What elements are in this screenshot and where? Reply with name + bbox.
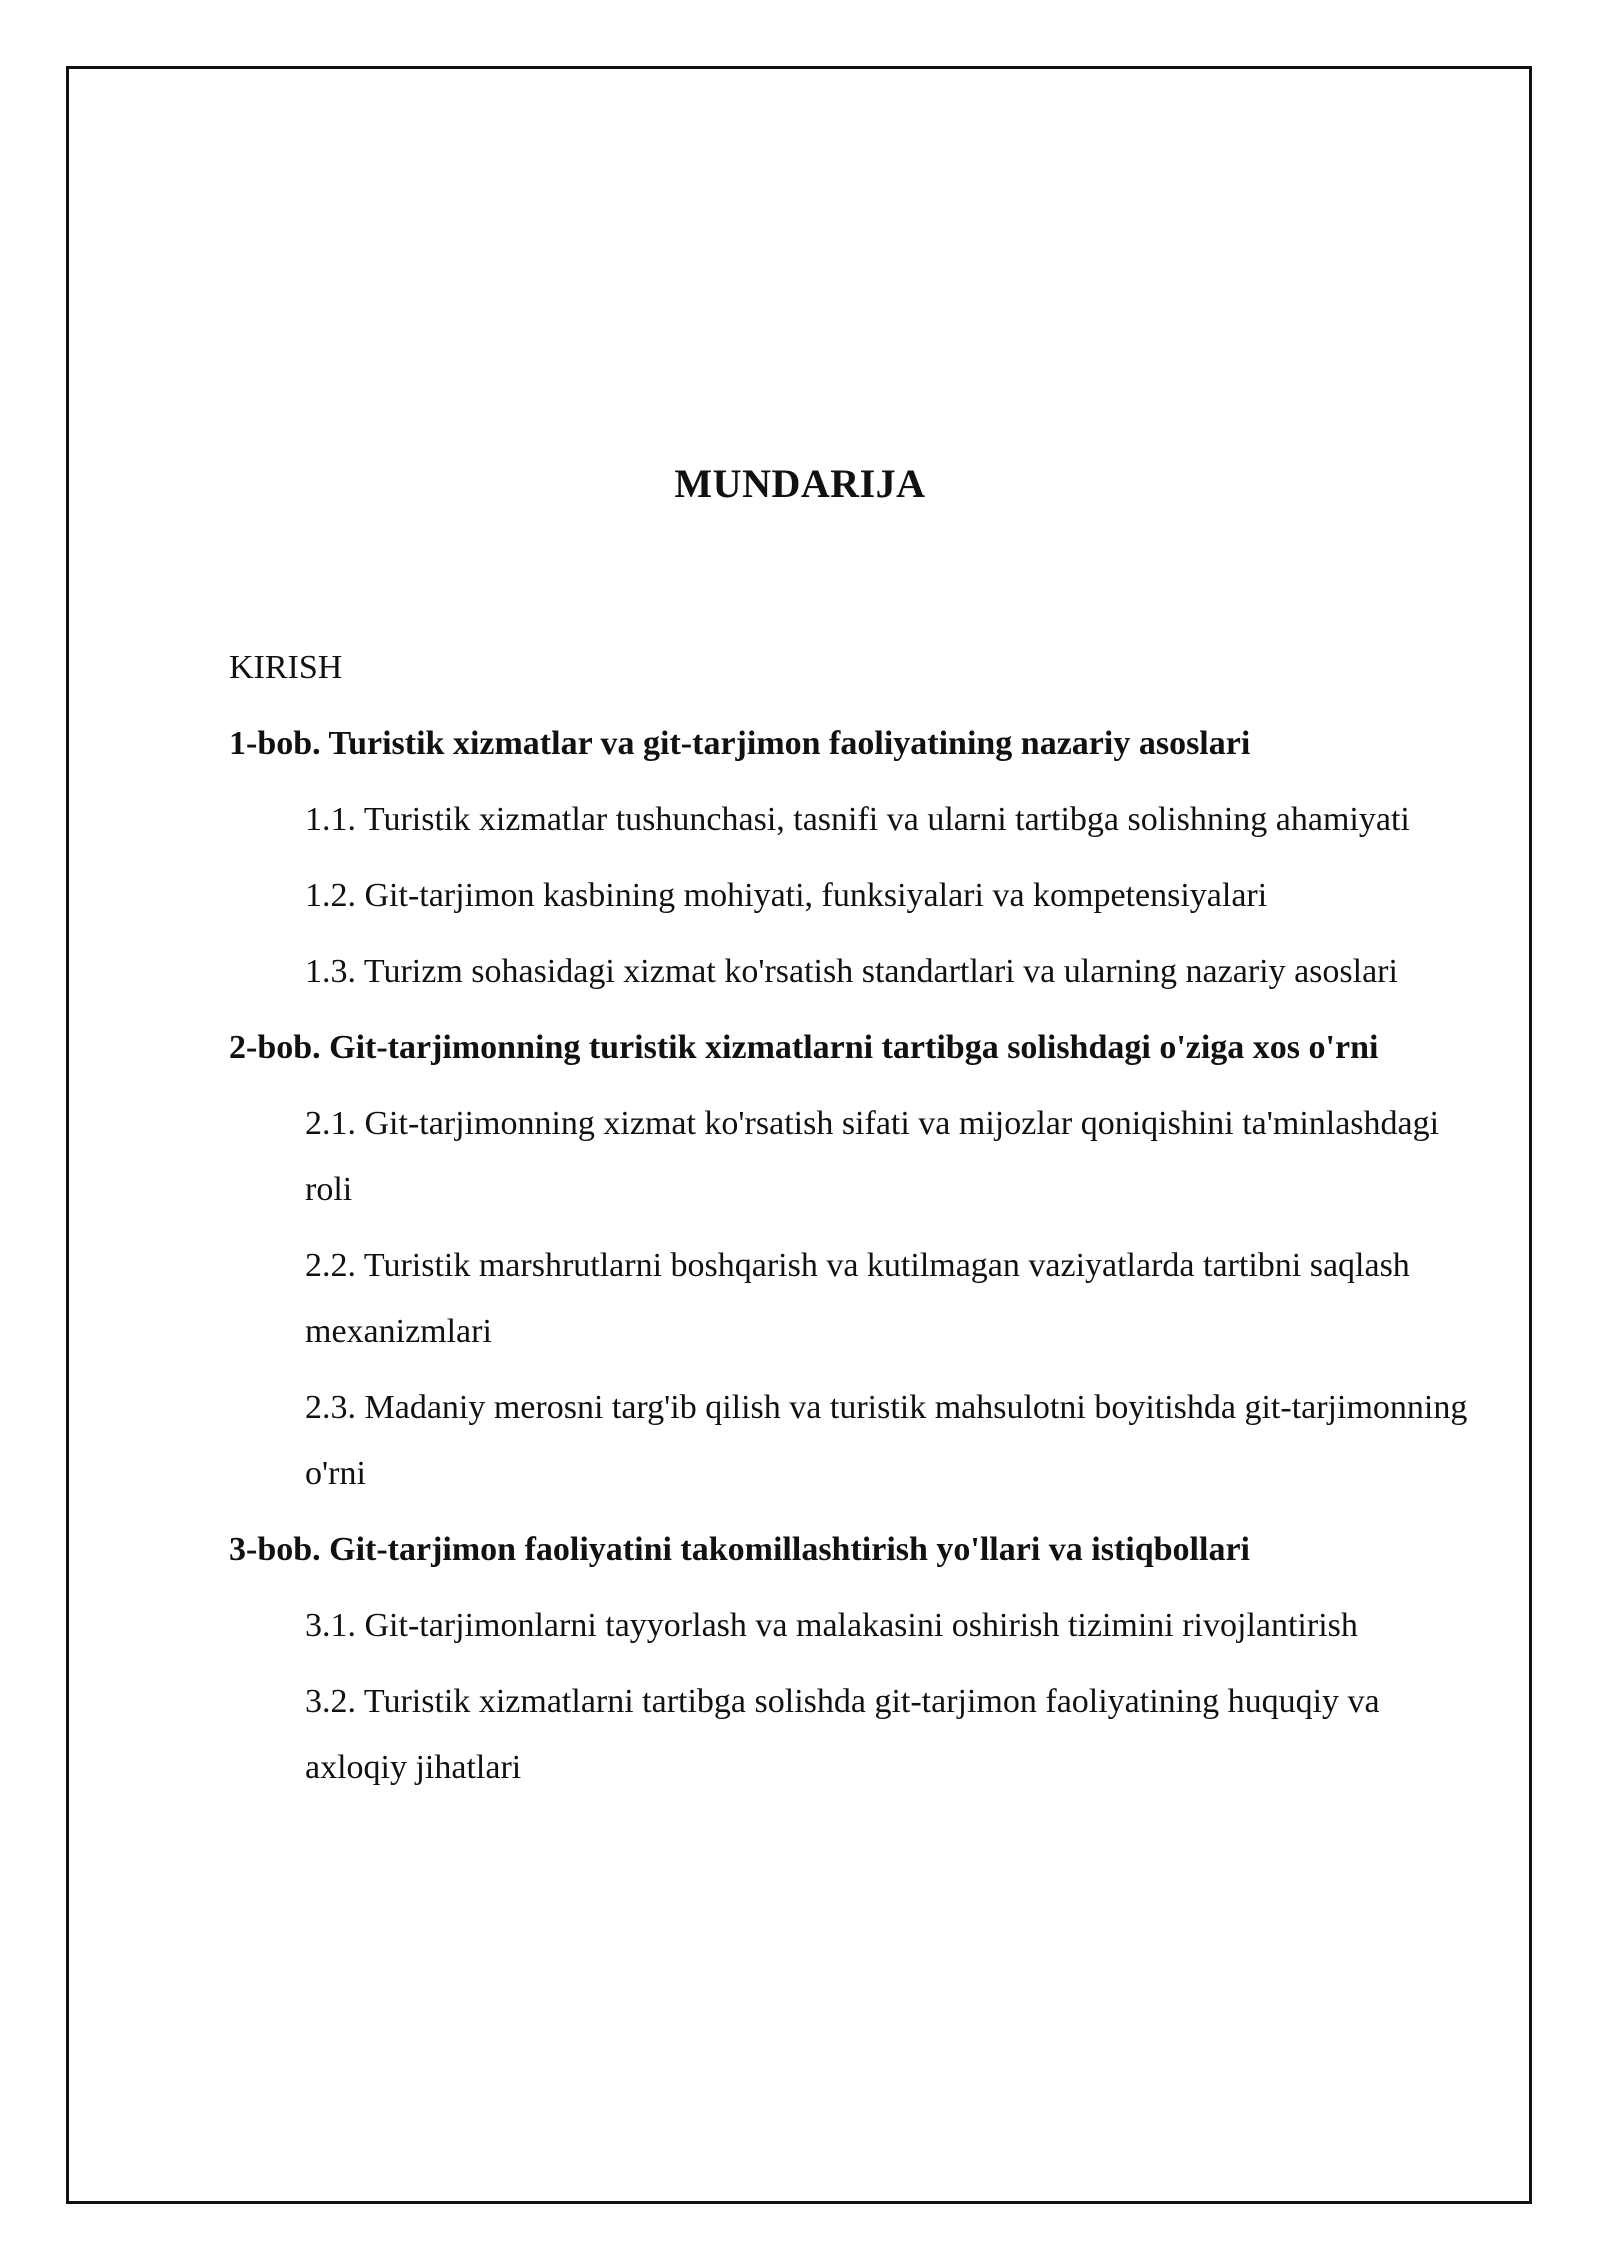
toc-section-2-1: 2.1. Git-tarjimonning xizmat ko'rsatish sifati va mijozlar qoniqishini ta'minlashdagi roli [305,1105,1440,1208]
toc-section-1-3: 1.3. Turizm sohasidagi xizmat ko'rsatish standartlari va ularning nazariy asoslari [305,953,1398,990]
toc-chapter-3: 3-bob. Git-tarjimon faoliyatini takomillashtirish yo'llari va istiqbollari [229,1531,1250,1568]
toc-intro: KIRISH [229,649,343,686]
toc-chapter-2: 2-bob. Git-tarjimonning turistik xizmatlarni tartibga solishdagi o'ziga xos o'rni [229,1029,1379,1066]
toc-section-2-2: 2.2. Turistik marshrutlarni boshqarish va kutilmagan vaziyatlarda tartibni saqlash mexanizmlari [305,1247,1410,1350]
toc-chapter-1: 1-bob. Turistik xizmatlar va git-tarjimon faoliyatining nazariy asoslari [229,725,1251,762]
toc-section-1-1: 1.1. Turistik xizmatlar tushunchasi, tasnifi va ularni tartibga solishning ahamiyati [305,801,1410,838]
toc-section-3-2: 3.2. Turistik xizmatlarni tartibga solishda git-tarjimon faoliyatining huquqiy va axloqiy jihatlari [305,1683,1380,1786]
toc-section-2-3: 2.3. Madaniy merosni targ'ib qilish va turistik mahsulotni boyitishda git-tarjimonning o'rni [305,1389,1468,1492]
table-of-contents [229,635,1484,1811]
toc-section-3-1: 3.1. Git-tarjimonlarni tayyorlash va malakasini oshirish tizimini rivojlantirish [305,1607,1358,1644]
toc-section-1-2: 1.2. Git-tarjimon kasbining mohiyati, funksiyalari va kompetensiyalari [305,877,1268,914]
page-title: MUNDARIJA [674,461,926,506]
